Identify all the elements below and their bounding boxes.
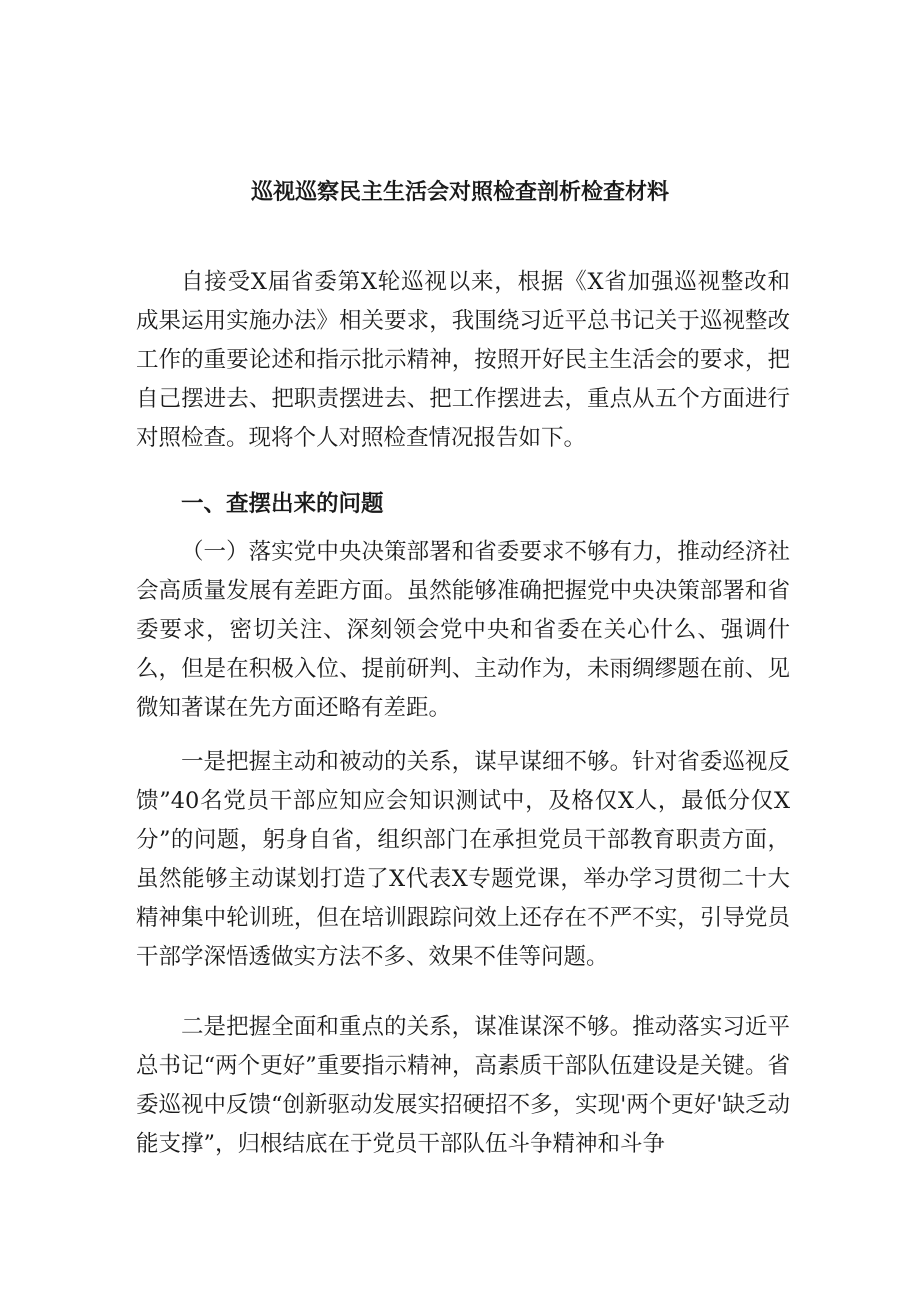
point-one-paragraph: 一是把握主动和被动的关系，谋早谋细不够。针对省委巡视反馈”40名党员干部应知应会知识测试中，及格仅X人，最低分仅X分”的问题，躬身自省，组织部门在承担党员干部教育职责方面，虽然能够主动谋划打造了X代表X专题党课，举办学习贯彻二十大精神集中轮训班，但在培训跟踪问效上还存在不严不实，引导党员干部学深悟透做实方法不多、效果不佳等问题。 [136, 749, 790, 970]
point-two-paragraph: 二是把握全面和重点的关系，谋准谋深不够。推动落实习近平总书记“两个更好”重要指示精神，高素质干部队伍建设是关键。省委巡视中反馈“创新驱动发展实招硬招不多，实现'两个更好'缺乏动能支撑”，归根结底在于党员干部队伍斗争精神和斗争 [136, 1014, 790, 1157]
section-heading: 一、查摆出来的问题 [181, 491, 384, 517]
document-title: 巡视巡察民主生活会对照检查剖析检查材料 [250, 180, 669, 205]
intro-paragraph: 自接受X届省委第X轮巡视以来，根据《X省加强巡视整改和成果运用实施办法》相关要求，我围绕习近平总书记关于巡视整改工作的重要论述和指示批示精神，按照开好民主生活会的要求，把自己摆进去、把职责摆进去、把工作摆进去，重点从五个方面进行对照检查。现将个人对照检查情况报告如下。 [136, 269, 790, 451]
subsection-paragraph: （一）落实党中央决策部署和省委要求不够有力，推动经济社会高质量发展有差距方面。虽然能够准确把握党中央决策部署和省委要求，密切关注、深刻领会党中央和省委在关心什么、强调什么，但是在积极入位、提前研判、主动作为，未雨绸缪题在前、见微知著谋在先方面还略有差距。 [136, 539, 790, 721]
